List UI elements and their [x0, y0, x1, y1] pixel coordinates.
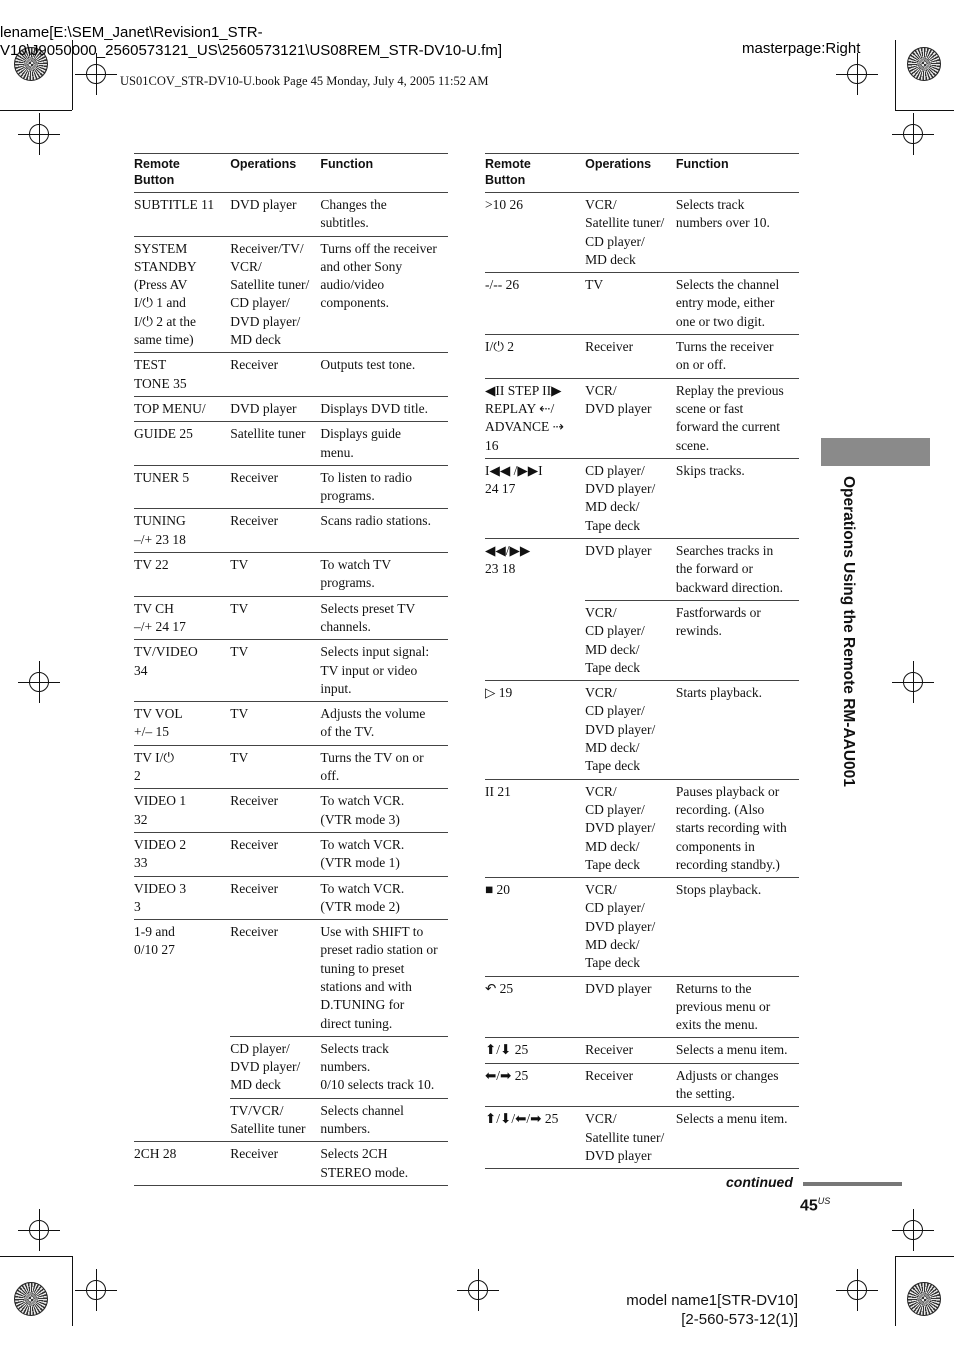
cell-operations: DVD player — [230, 396, 320, 421]
cell-function: Displays DVD title. — [320, 396, 448, 421]
cell-function: Selects input signal: TV input or video input. — [320, 640, 448, 702]
cell-operations: Receiver — [230, 789, 320, 833]
cell-operations: TV — [230, 745, 320, 789]
table-row — [134, 745, 448, 789]
cell-remote-button: TV 22 — [134, 553, 230, 597]
registration-rosette-icon — [907, 1282, 941, 1316]
cell-operations: Receiver — [230, 509, 320, 553]
cell-operations: DVD player — [585, 539, 676, 601]
cell-operations: DVD player — [585, 976, 676, 1038]
table-row — [485, 193, 799, 273]
cell-function: Adjusts or changes the setting. — [676, 1063, 799, 1107]
table-row — [134, 465, 448, 509]
cell-remote-button: ⬆/⬇/⬅/➡ 25 — [485, 1107, 585, 1169]
table-row — [134, 396, 448, 421]
table-row — [485, 681, 799, 779]
table-row — [134, 876, 448, 920]
table-row — [134, 1142, 448, 1186]
cell-remote-button: II 21 — [485, 779, 585, 877]
cell-function: Selects 2CH STEREO mode. — [320, 1142, 448, 1186]
cell-function: Scans radio stations. — [320, 509, 448, 553]
cell-function: Searches tracks in the forward or backward direction. — [676, 539, 799, 601]
column-header-operations: Operations — [230, 154, 320, 193]
page-number-suffix: US — [817, 1196, 831, 1206]
cell-remote-button: TUNING –/+ 23 18 — [134, 509, 230, 553]
cell-function: Selects a menu item. — [676, 1107, 799, 1169]
cell-operations: Receiver — [585, 1038, 676, 1063]
cell-remote-button: ▷ 19 — [485, 681, 585, 779]
table-row — [485, 378, 799, 458]
cell-remote-button: ◀II STEP II▶ REPLAY ⇠/ ADVANCE ⇢ 16 — [485, 378, 585, 458]
cell-operations: Receiver — [230, 832, 320, 876]
table-row — [134, 353, 448, 397]
cell-operations: Receiver — [585, 1063, 676, 1107]
crosshair-icon — [847, 1280, 867, 1300]
cell-operations: VCR/ CD player/ MD deck/ Tape deck — [585, 600, 676, 680]
registration-rosette-icon — [907, 47, 941, 81]
crosshair-icon — [468, 1280, 488, 1300]
table-row — [134, 236, 448, 353]
table-row — [134, 553, 448, 597]
cell-function: Pauses playback or recording. (Also starts recording with components in recording standby.) — [676, 779, 799, 877]
cell-remote-button: VIDEO 2 33 — [134, 832, 230, 876]
cell-remote-button: TUNER 5 — [134, 465, 230, 509]
cell-remote-button: -/-- 26 — [485, 273, 585, 335]
cell-operations: TV — [230, 596, 320, 640]
cell-operations: Receiver/TV/ VCR/ Satellite tuner/ CD player/ DVD player/ MD deck — [230, 236, 320, 353]
cell-remote-button: I/⏻ 2 — [485, 335, 585, 379]
cell-remote-button: GUIDE 25 — [134, 422, 230, 466]
book-info-line: US01COV_STR-DV10-U.book Page 45 Monday, July 4, 2005 11:52 AM — [120, 74, 489, 88]
page-number — [800, 1196, 830, 1215]
registration-rosette-icon — [14, 1282, 48, 1316]
column-header-remote-button: Remote Button — [485, 154, 585, 193]
cell-remote-button: VIDEO 3 3 — [134, 876, 230, 920]
cell-function: Displays guide menu. — [320, 422, 448, 466]
cell-remote-button: SUBTITLE 11 — [134, 193, 230, 237]
cell-function: Selects channel numbers. — [320, 1098, 448, 1142]
table-header-row — [134, 154, 448, 193]
cell-function: Replay the previous scene or fast forward the current scene. — [676, 378, 799, 458]
cell-function: To watch VCR. (VTR mode 3) — [320, 789, 448, 833]
column-header-remote-button: Remote Button — [134, 154, 230, 193]
cell-remote-button — [134, 1036, 230, 1098]
cell-function: To watch VCR. (VTR mode 2) — [320, 876, 448, 920]
cell-remote-button: TV I/⏻ 2 — [134, 745, 230, 789]
cell-function: Turns off the receiver and other Sony audio/video components. — [320, 236, 448, 353]
cell-remote-button: ◀◀/▶▶ 23 18 — [485, 543, 531, 577]
crop-line — [895, 40, 896, 110]
crosshair-icon — [29, 1220, 49, 1240]
cell-function: Selects track numbers over 10. — [676, 193, 799, 273]
cell-function: Turns the TV on or off. — [320, 745, 448, 789]
cell-function: Turns the receiver on or off. — [676, 335, 799, 379]
table-row — [485, 600, 799, 680]
crop-line — [0, 1256, 72, 1257]
crosshair-icon — [903, 672, 923, 692]
cell-operations: VCR/ CD player/ DVD player/ MD deck/ Tape deck — [585, 779, 676, 877]
masterpage-label: masterpage:Right — [742, 40, 861, 57]
crop-line — [895, 1256, 896, 1326]
table-row — [134, 193, 448, 237]
crosshair-icon — [86, 1280, 106, 1300]
cell-function: Outputs test tone. — [320, 353, 448, 397]
remote-buttons-table-right — [485, 153, 799, 1169]
crop-line — [895, 1256, 954, 1257]
table-row — [134, 422, 448, 466]
cell-remote-button: >10 26 — [485, 193, 585, 273]
cell-operations: CD player/ DVD player/ MD deck/ Tape deck — [585, 458, 676, 538]
table-row — [485, 779, 799, 877]
cell-function: To watch VCR. (VTR mode 1) — [320, 832, 448, 876]
cell-function: Selects the channel entry mode, either one or two digit. — [676, 273, 799, 335]
cell-operations: Receiver — [230, 876, 320, 920]
table-row — [134, 832, 448, 876]
cell-operations: CD player/ DVD player/ MD deck — [230, 1036, 320, 1098]
cell-remote-button — [134, 1098, 230, 1142]
table-row — [134, 596, 448, 640]
cell-operations: Receiver — [585, 335, 676, 379]
cell-remote-button: 1-9 and 0/10 27 — [134, 924, 175, 958]
cell-function: To listen to radio programs. — [320, 465, 448, 509]
continued-bar — [803, 1182, 902, 1186]
cell-function: Selects a menu item. — [676, 1038, 799, 1063]
cell-function: Skips tracks. — [676, 458, 799, 538]
table-row — [485, 1063, 799, 1107]
filename-line-1: lename[E:\SEM_Janet\Revision1_STR- — [0, 24, 263, 41]
crosshair-icon — [847, 64, 867, 84]
table-row — [485, 1107, 799, 1169]
cell-operations: VCR/ Satellite tuner/ CD player/ MD deck — [585, 193, 676, 273]
cell-operations: TV — [230, 553, 320, 597]
section-tab-bar — [821, 438, 930, 466]
cell-function: Returns to the previous menu or exits the menu. — [676, 976, 799, 1038]
table-row — [485, 458, 799, 538]
table-row — [485, 539, 799, 601]
cell-operations: Receiver — [230, 920, 320, 1037]
crosshair-icon — [86, 64, 106, 84]
cell-operations: VCR/ CD player/ DVD player/ MD deck/ Tape deck — [585, 878, 676, 976]
cell-function: Fastforwards or rewinds. — [676, 600, 799, 680]
column-header-function: Function — [676, 154, 799, 193]
table-row — [134, 789, 448, 833]
cell-operations: VCR/ DVD player — [585, 378, 676, 458]
table-row — [134, 1098, 448, 1142]
cell-function: Adjusts the volume of the TV. — [320, 702, 448, 746]
cell-remote-button: TOP MENU/ — [134, 396, 230, 421]
cell-remote-button: TV/VIDEO 34 — [134, 640, 230, 702]
cell-function: Selects track numbers. 0/10 selects track 10. — [320, 1036, 448, 1098]
table-row — [134, 640, 448, 702]
cell-remote-button: I◀◀ /▶▶I 24 17 — [485, 458, 585, 538]
cell-operations: Receiver — [230, 353, 320, 397]
cell-remote-button: TV VOL +/– 15 — [134, 702, 230, 746]
cell-remote-button: TEST TONE 35 — [134, 353, 230, 397]
cell-function: Stops playback. — [676, 878, 799, 976]
continued-label: continued — [726, 1174, 793, 1190]
cell-operations: DVD player — [230, 193, 320, 237]
column-header-function: Function — [320, 154, 448, 193]
column-header-operations: Operations — [585, 154, 676, 193]
crosshair-icon — [29, 124, 49, 144]
table-row — [134, 920, 448, 1037]
remote-buttons-table-left — [134, 153, 448, 1186]
cell-function: To watch TV programs. — [320, 553, 448, 597]
cell-operations: TV — [230, 702, 320, 746]
crop-line — [0, 110, 72, 111]
filename-line-2: V10\J9050000_2560573121_US\2560573121\US08REM_STR-DV10-U.fm] — [0, 42, 502, 59]
cell-operations: TV — [230, 640, 320, 702]
crosshair-icon — [903, 124, 923, 144]
cell-remote-button: ↶ 25 — [485, 976, 585, 1038]
table-row — [134, 702, 448, 746]
section-side-title: Operations Using the Remote RM-AAU001 — [840, 476, 857, 787]
table-row — [485, 976, 799, 1038]
cell-operations: VCR/ CD player/ DVD player/ MD deck/ Tape deck — [585, 681, 676, 779]
model-name-line: model name1[STR-DV10] — [626, 1292, 798, 1309]
cell-remote-button: ⬅/➡ 25 — [485, 1063, 585, 1107]
table-header-row — [485, 154, 799, 193]
cell-remote-button: ■ 20 — [485, 878, 585, 976]
table-row — [134, 1036, 448, 1098]
crop-line — [72, 1256, 73, 1326]
cell-operations: TV/VCR/ Satellite tuner — [230, 1098, 320, 1142]
table-row — [485, 273, 799, 335]
crop-line — [895, 110, 954, 111]
cell-remote-button: 2CH 28 — [134, 1142, 230, 1186]
cell-remote-button: TV CH –/+ 24 17 — [134, 596, 230, 640]
cell-function: Changes the subtitles. — [320, 193, 448, 237]
cell-operations: TV — [585, 273, 676, 335]
cell-remote-button — [485, 600, 585, 680]
table-row — [134, 509, 448, 553]
cell-function: Use with SHIFT to preset radio station or tuning to preset stations and with D.TUNING for direct tuning. — [320, 920, 448, 1037]
table-row — [485, 878, 799, 976]
table-row — [485, 335, 799, 379]
table-row — [485, 1038, 799, 1063]
page-number-value: 45 — [800, 1197, 818, 1215]
crosshair-icon — [903, 1220, 923, 1240]
cell-remote-button: ⬆/⬇ 25 — [485, 1038, 585, 1063]
cell-function: Starts playback. — [676, 681, 799, 779]
cell-remote-button: VIDEO 1 32 — [134, 789, 230, 833]
part-number-line: [2-560-573-12(1)] — [681, 1311, 798, 1328]
cell-operations: VCR/ Satellite tuner/ DVD player — [585, 1107, 676, 1169]
cell-operations: Receiver — [230, 1142, 320, 1186]
cell-operations: Receiver — [230, 465, 320, 509]
cell-function: Selects preset TV channels. — [320, 596, 448, 640]
cell-remote-button: SYSTEM STANDBY (Press AV I/⏻ 1 and I/⏻ 2 at the same time) — [134, 236, 230, 353]
crosshair-icon — [29, 672, 49, 692]
cell-operations: Satellite tuner — [230, 422, 320, 466]
